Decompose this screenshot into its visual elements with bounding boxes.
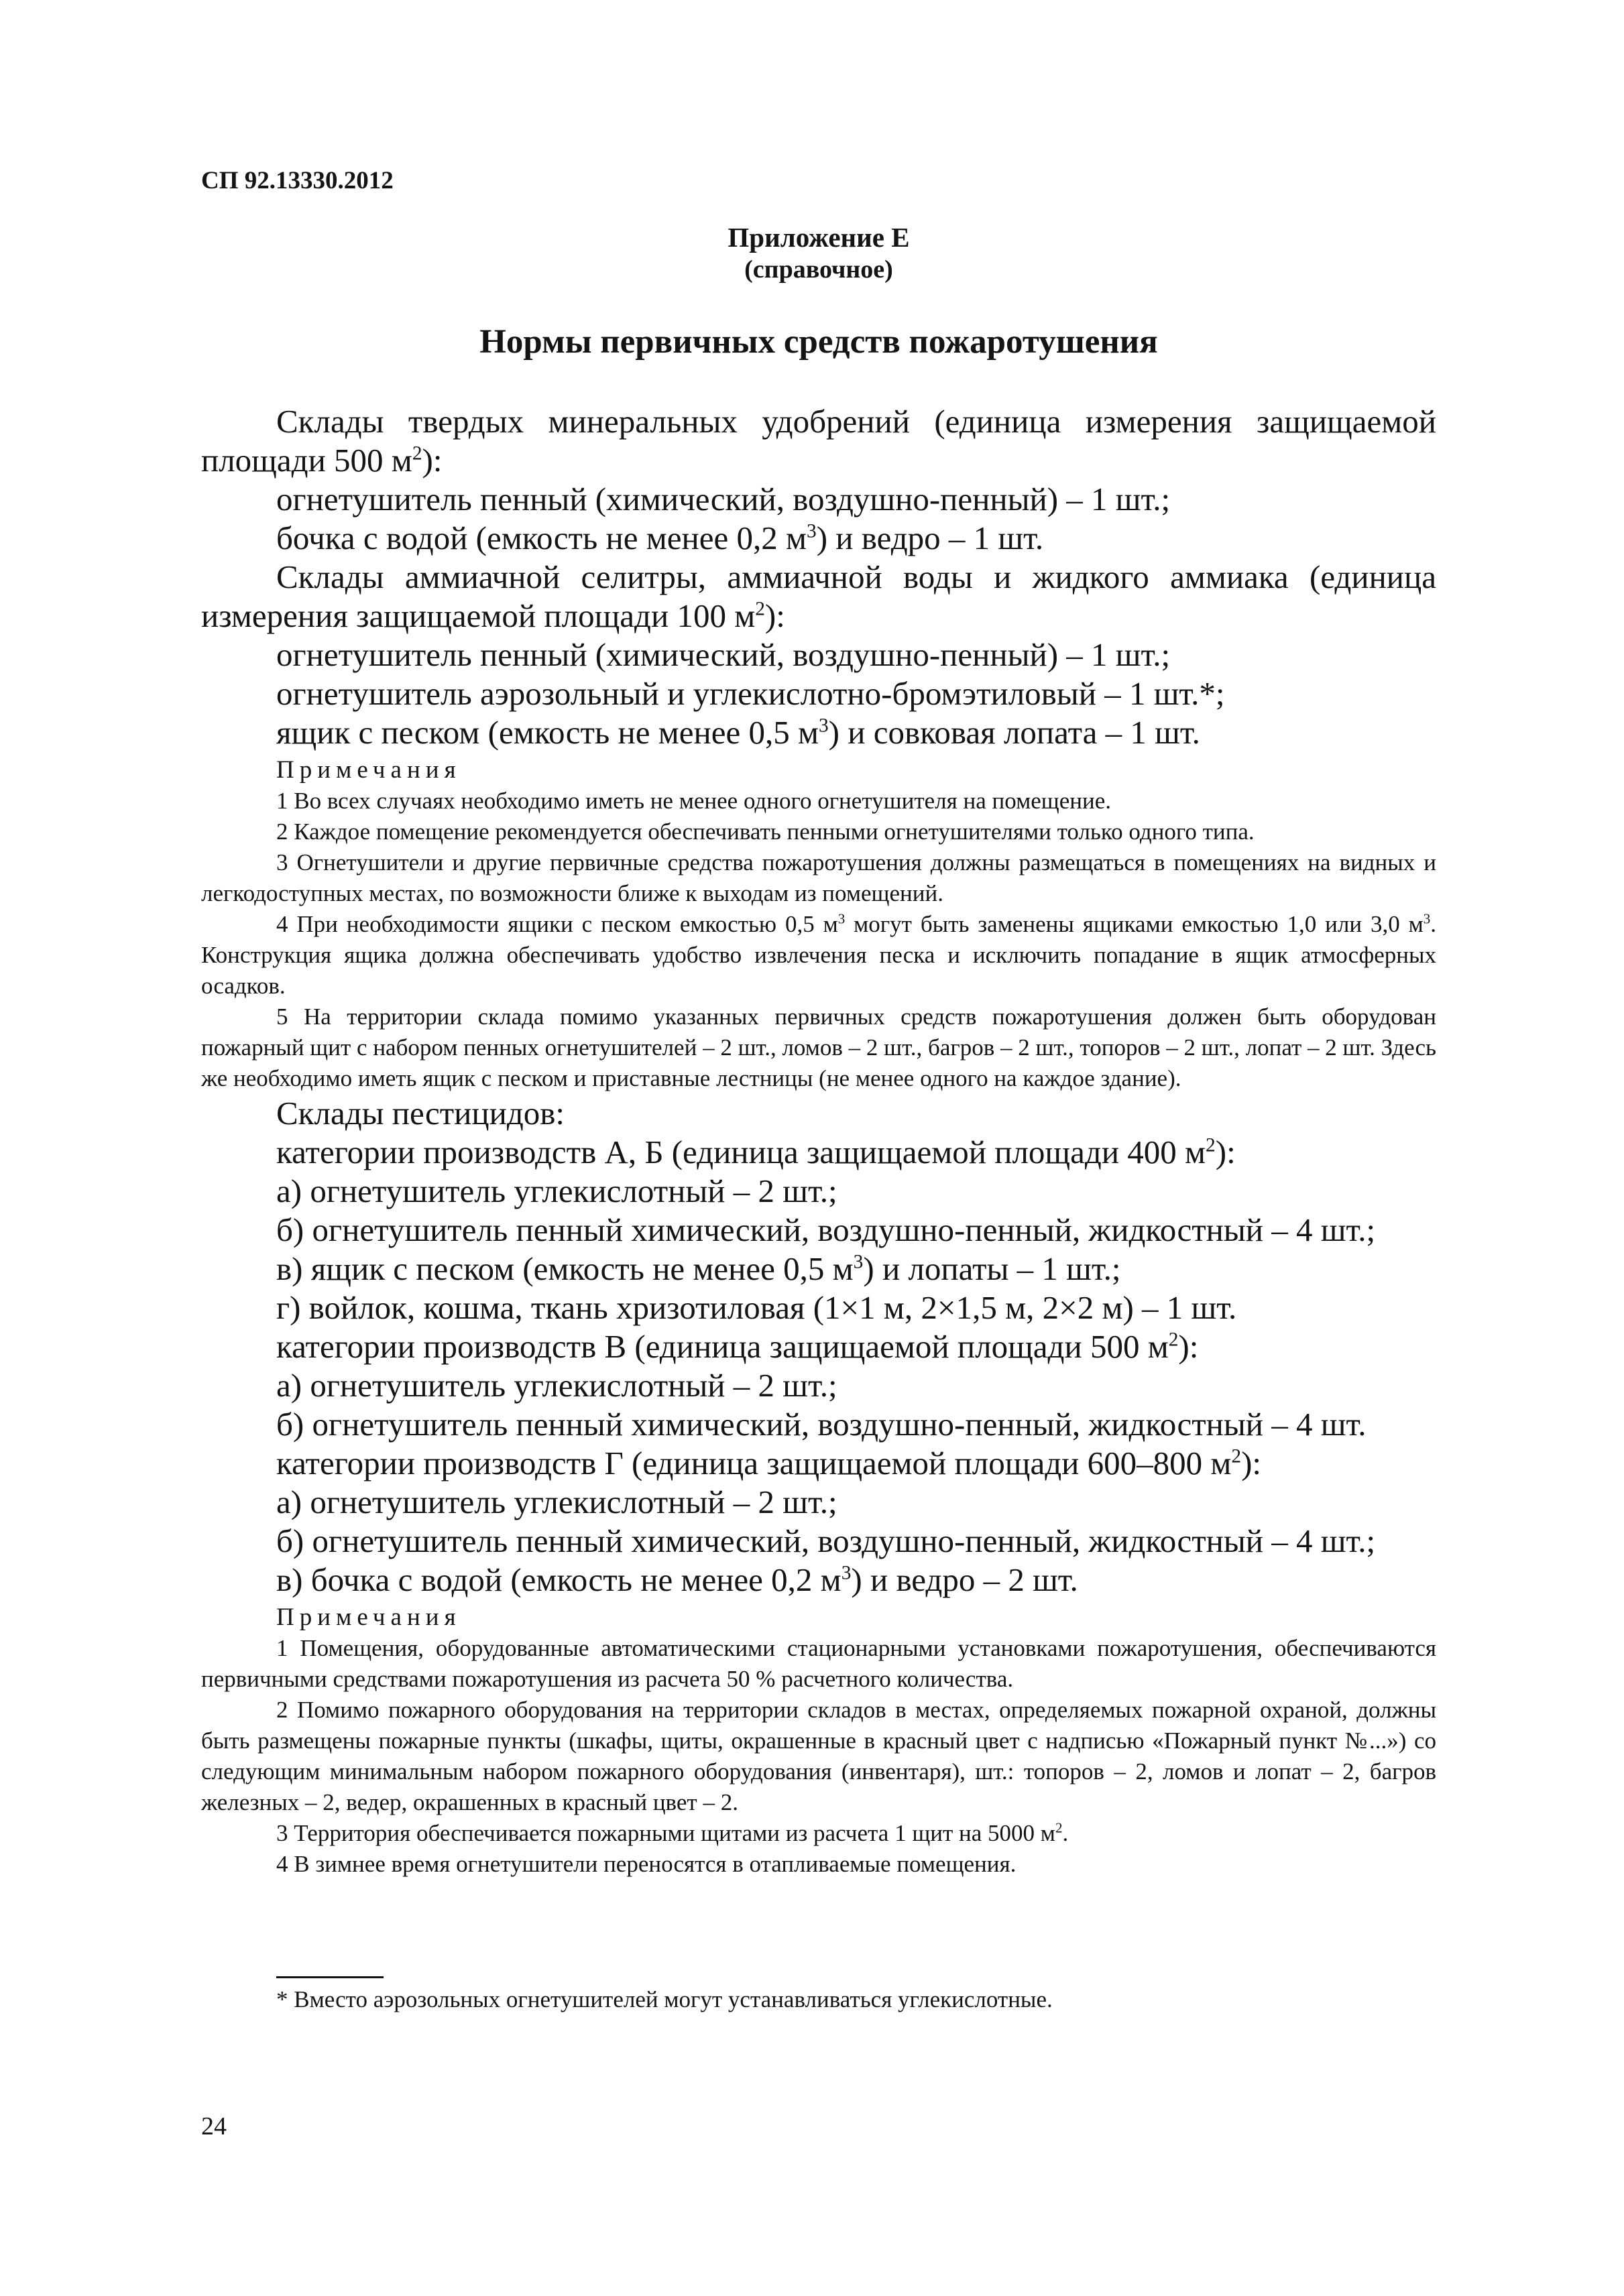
list-item: б) огнетушитель пенный химический, воздушно-пенный, жидкостный – 4 шт.; (276, 1522, 1376, 1559)
list-item: а) огнетушитель углекислотный – 2 шт.; (276, 1484, 837, 1520)
pesticides-heading: Склады пестицидов: (276, 1095, 565, 1132)
list-item: в) бочка с водой (емкость не менее 0,2 $м^3$) и ведро – 2 шт. (276, 1561, 1078, 1598)
note-item: 5 На территории склада помимо указанных первичных средств пожаротушения должен быть оборудован пожарный щит с набором пенных огнетушителей – 2 шт., ломов – 2 шт., багров – 2 шт., топоров – 2 шт., лопат – 2 шт. Здесь же необходимо иметь ящик с песком и приставные лестницы (не менее одного на каждое здание). (201, 1004, 1436, 1091)
footnote-text: * Вместо аэрозольных огнетушителей могут устанавливаться углекислотные. (276, 1986, 1053, 2012)
appendix-note: (справочное) (744, 255, 893, 284)
list-item: а) огнетушитель углекислотный – 2 шт.; (276, 1367, 837, 1404)
note-item: 4 При необходимости ящики с песком емкостью 0,5 $м^3$ могут быть заменены ящиками емкостью 1,0 или 3,0 $м^3$. Конструкция ящика должна обеспечивать удобство извлечения песка и исключить попадание в ящик атмосферных осадков. (201, 910, 1436, 999)
list-item: а) огнетушитель углекислотный – 2 шт.; (276, 1172, 837, 1209)
list-item: в) ящик с песком (емкость не менее 0,5 $м^3$) и лопаты – 1 шт.; (276, 1250, 1121, 1287)
note-item: 2 Каждое помещение рекомендуется обеспечивать пенными огнетушителями только одного типа. (276, 819, 1255, 845)
list-item: огнетушитель пенный (химический, воздушно-пенный) – 1 шт.; (276, 481, 1171, 518)
note-item: 3 Огнетушители и другие первичные средства пожаротушения должны размещаться в помещениях на видных и легкодоступных местах, по возможности ближе к выходам из помещений. (201, 849, 1436, 906)
document-code: СП 92.13330.2012 (201, 167, 394, 194)
note-item: 1 Во всех случаях необходимо иметь не менее одного огнетушителя на помещение. (276, 788, 1111, 814)
notes-heading: Примечания (276, 1604, 461, 1631)
main-content (201, 402, 1436, 1880)
list-item: ящик с песком (емкость не менее 0,5 $м^3$) и совковая лопата – 1 шт. (276, 714, 1200, 751)
list-item: б) огнетушитель пенный химический, воздушно-пенный, жидкостный – 4 шт.; (276, 1211, 1376, 1248)
list-item: огнетушитель аэрозольный и углекислотно-бромэтиловый – 1 шт.*; (276, 675, 1225, 712)
footnote-area (201, 1976, 1436, 2014)
list-item: бочка с водой (емкость не менее 0,2 $м^3$) и ведро – 1 шт. (276, 520, 1044, 556)
document-title: Нормы первичных средств пожаротушения (479, 323, 1158, 361)
note-item: 3 Территория обеспечивается пожарными щитами из расчета 1 щит на 5000 $м^2$. (276, 1819, 1069, 1846)
category-v: категории производств В (единица защищаемой площади 500 $м^2$): (276, 1328, 1199, 1365)
notes-heading: Примечания (276, 756, 461, 784)
category-g: категории производств Г (единица защищаемой площади 600–800 $м^2$): (276, 1445, 1261, 1482)
note-item: 2 Помимо пожарного оборудования на территории складов в местах, определяемых пожарной охраной, должны быть размещены пожарные пункты (шкафы, щиты, окрашенные в красный цвет с надписью «Пожарный пункт №...») со следующим минимальным набором пожарного оборудования (инвентаря), шт.: топоров – 2, ломов и лопат – 2, багров железных – 2, ведер, окрашенных в красный цвет – 2. (201, 1697, 1436, 1815)
page-number: 24 (201, 2112, 227, 2140)
list-item: б) огнетушитель пенный химический, воздушно-пенный, жидкостный – 4 шт. (276, 1406, 1367, 1443)
list-item: г) войлок, кошма, ткань хризотиловая (1×1 м, 2×1,5 м, 2×2 м) – 1 шт. (276, 1289, 1237, 1326)
footnote-divider (276, 1976, 384, 1978)
note-item: 1 Помещения, оборудованные автоматическими стационарными установками пожаротушения, обеспечиваются первичными средствами пожаротушения из расчета 50 % расчетного количества. (201, 1635, 1436, 1692)
appendix-title: Приложение Е (728, 222, 910, 253)
note-item: 4 В зимнее время огнетушители переносятся в отапливаемые помещения. (276, 1851, 1017, 1877)
list-item: огнетушитель пенный (химический, воздушно-пенный) – 1 шт.; (276, 636, 1171, 673)
ammonia-intro: Склады аммиачной селитры, аммиачной воды и жидкого аммиака (единица измерения защищаемой площади 100 $м^2$): (201, 558, 1436, 634)
fertilizer-intro: Склады твердых минеральных удобрений (единица измерения защищаемой площади 500 $м^2$): (201, 403, 1436, 479)
category-ab: категории производств А, Б (единица защищаемой площади 400 $м^2$): (276, 1134, 1236, 1170)
